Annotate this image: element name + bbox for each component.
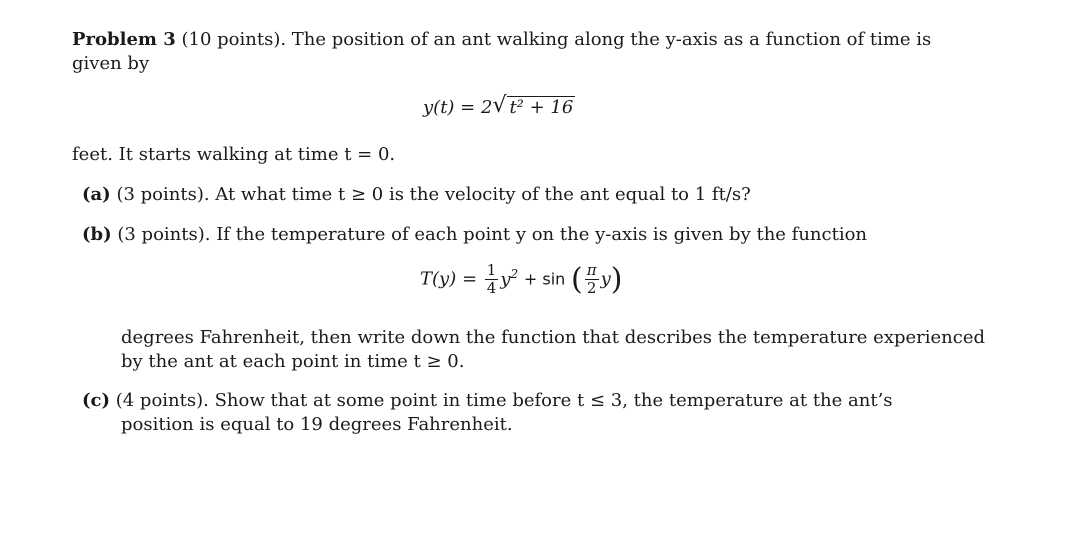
frac1-den: 4 (486, 279, 497, 297)
part-c-label: (c) (82, 390, 110, 411)
square-root (492, 93, 575, 119)
part-a (82, 183, 751, 207)
radicand: t² + 16 (509, 97, 574, 118)
frac1-num: 1 (486, 261, 497, 279)
part-c (82, 389, 893, 413)
part-b-after-line2: by the ant at each point in time t ≥ 0. (121, 351, 465, 372)
plus-sin: + sin (523, 269, 566, 289)
part-b-text: (3 points). If the temperature of each point y on the y-axis is given by the function (117, 224, 868, 245)
problem-heading: Problem 3 (72, 29, 176, 50)
part-a-label: (a) (82, 184, 111, 205)
problem-intro-line2: given by (72, 53, 150, 74)
radical-sign: √ (492, 93, 507, 118)
y-base: y (500, 268, 511, 290)
temp-eq-lhs: T(y) = (420, 268, 478, 290)
quarter-fraction (485, 262, 499, 297)
left-paren: ( (571, 262, 583, 297)
frac2-num: π (586, 261, 597, 279)
sin-arg-y: y (600, 268, 611, 290)
part-a-text: (3 points). At what time t ≥ 0 is the velocity of the ant equal to 1 ft/s? (116, 184, 751, 205)
problem-intro-text: The position of an ant walking along the y-axis as a function of time is (291, 29, 932, 50)
part-c-text-line1: (4 points). Show that at some point in time before t ≤ 3, the temperature at the ant’s (115, 390, 893, 411)
right-paren: ) (610, 262, 623, 297)
part-c-text-line2: position is equal to 19 degrees Fahrenheit. (121, 414, 513, 435)
part-b-after-line1: degrees Fahrenheit, then write down the function that describes the temperature experienced (121, 327, 986, 348)
y-squared: $y^2$ (500, 266, 519, 290)
problem-intro-line1 (72, 28, 931, 52)
frac2-den: 2 (586, 279, 597, 297)
problem-points: (10 points). (181, 29, 287, 50)
after-equation-text: feet. It starts walking at time t = 0. (72, 144, 396, 165)
temperature-equation (420, 262, 622, 297)
part-b (82, 223, 867, 247)
position-equation (423, 93, 575, 119)
position-eq-lhs: y(t) = 2 (423, 97, 493, 118)
pi-half-fraction (585, 262, 599, 297)
part-b-label: (b) (82, 224, 112, 245)
